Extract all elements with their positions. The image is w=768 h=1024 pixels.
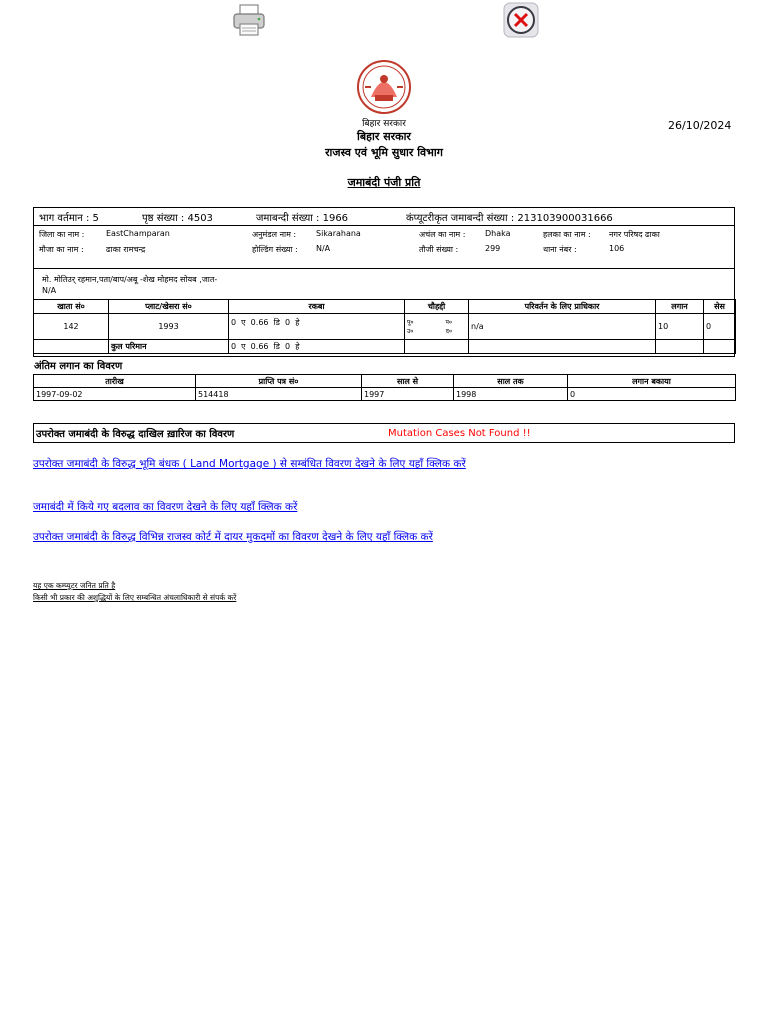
receipt-number: 514418 [196,388,362,401]
year-to: 1998 [454,388,568,401]
column-header: प्राप्ति पत्र सं० [196,375,362,388]
contact-note: किसी भी प्रकार की अशुद्धियों के लिए सम्बन्धित अंचलाधिकारी से संपर्क करें [33,593,237,602]
district-value: EastChamparan [106,229,170,238]
table-row [34,314,736,340]
subdivision-label: अनुमंडल नाम : [252,230,297,239]
area-value: 0 ए 0.66 डि 0 हे [229,314,405,340]
year-from: 1997 [362,388,454,401]
total-row [34,340,736,354]
column-header: लगान [656,300,704,314]
tauzi-label: तौजी संख्या : [419,245,459,254]
rent-due: 0 [568,388,736,401]
government-name: बिहार सरकार [357,130,411,143]
tauzi-value: 299 [485,244,501,253]
mauza-label: मौजा का नाम : [39,245,84,254]
thana-value: 106 [609,244,625,253]
jamabandi-changes-link[interactable]: जमाबंदी में किये गए बदलाव का विवरण देखने के लिए यहाँ क्लिक करें [33,501,298,513]
boundary-west: प० [445,318,452,326]
divider [34,225,734,226]
page-title: जमाबंदी पंजी प्रति [347,176,421,189]
column-header: खाता सं० [34,300,109,314]
printer-icon [231,2,267,38]
bihar-govt-emblem [351,59,417,115]
rent-section-title: अंतिम लगान का विवरण [34,361,123,372]
plot-number: 1993 [109,314,229,340]
boundary-north: उ० [407,327,414,335]
divider [34,268,734,269]
holding-label: होल्डिंग संख्या : [252,245,298,254]
authority-value: n/a [469,314,656,340]
land-details-table [33,299,736,354]
khata-number: 142 [34,314,109,340]
page-number: पृष्ठ संख्या : 4503 [142,213,213,224]
boundary-cell [405,314,469,340]
land-mortgage-link[interactable]: उपरोक्त जमाबंदी के विरुद्ध भूमि बंधक ( Land Mortgage ) से सम्बंधित विवरण देखने के लिए यहाँ क्लिक करें [33,458,466,470]
mutation-box [33,423,735,443]
column-header: चौहद्दी [405,300,469,314]
owner-caste: N/A [42,286,57,295]
mutation-label: उपरोक्त जमाबंदी के विरुद्ध दाखिल ख़ारिज का विवरण [36,429,235,440]
thana-label: थाना नंबर : [543,245,577,254]
holding-value: N/A [316,244,331,253]
circle-label: अचंल का नाम : [419,230,466,239]
rent-details-table [33,374,736,401]
column-header: साल तक [454,375,568,388]
department-name: राजस्व एवं भूमि सुधार विभाग [325,146,443,159]
column-header: रकबा [229,300,405,314]
column-header: साल से [362,375,454,388]
mutation-status: Mutation Cases Not Found !! [388,428,531,439]
court-cases-link[interactable]: उपरोक्त जमाबंदी के विरुद्ध विभिन्न राजस्व कोर्ट में दायर मुकदमों का विवरण देखने के लिए यहाँ क्लिक करें [33,531,433,543]
column-header: तारीख [34,375,196,388]
table-header-row [34,375,736,388]
table-row [34,388,736,401]
close-icon [503,2,539,38]
column-header: सेस [704,300,736,314]
column-header: परिवर्तन के लिए प्राधिकार [469,300,656,314]
halka-value: नगर परिषद ढाका [609,230,660,239]
column-header: प्लाट/खेसरा सं० [109,300,229,314]
rent-value: 10 [656,314,704,340]
total-label: कुल परिमान [109,340,229,354]
table-header-row [34,300,736,314]
circle-value: Dhaka [485,229,511,238]
computer-generated-note: यह एक कम्प्यूटर जनित प्रति है [33,581,116,590]
emblem-caption: बिहार सरकार [362,119,406,129]
close-button[interactable] [503,2,539,38]
cess-value: 0 [704,314,736,340]
print-button[interactable] [231,2,267,38]
receipt-date: 1997-09-02 [34,388,196,401]
part-number: भाग वर्तमान : 5 [39,213,99,224]
halka-label: हलका का नाम : [543,230,591,239]
district-label: जिला का नाम : [39,230,85,239]
boundary-east: पू० [407,318,414,326]
jamabandi-number: जमाबन्दी संख्या : 1966 [256,213,349,224]
subdivision-value: Sikarahana [316,229,361,238]
boundary-south: द० [445,327,452,335]
column-header: लगान बकाया [568,375,736,388]
document-date: 26/10/2024 [668,119,732,132]
mauza-value: ढाका रामचन्द्र [106,245,146,254]
computerized-jamabandi-number: कंप्यूटरीकृत जमाबन्दी संख्या : 213103900031666 [406,213,613,224]
owner-details: मो. मोतिउर् रहमान,पता/बाप/अबू -शेख मोहमद सोयब ,जात- [42,275,218,284]
total-area: 0 ए 0.66 डि 0 हे [229,340,405,354]
